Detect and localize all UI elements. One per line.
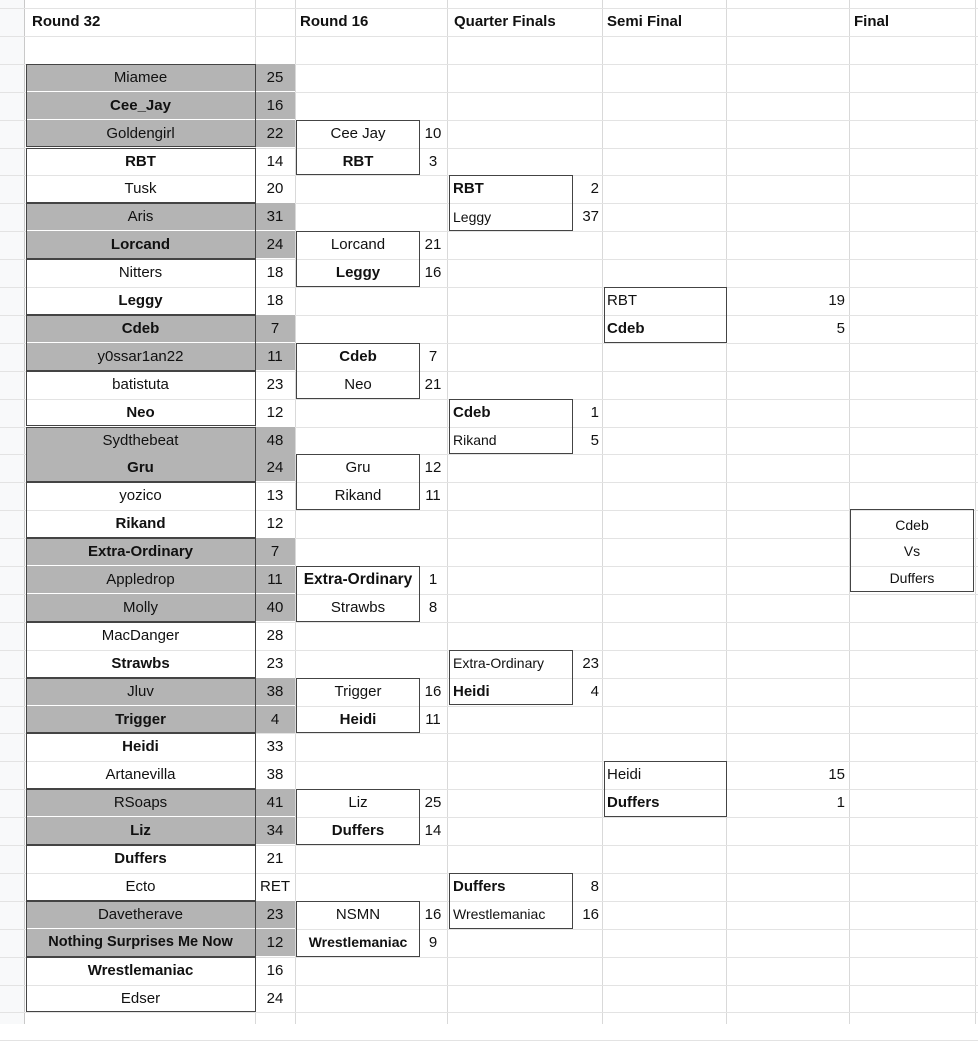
round32-match-box xyxy=(26,622,256,678)
round16-player-name: Duffers xyxy=(331,822,385,840)
round32-player-name: MacDanger xyxy=(101,626,180,644)
round32-player-score: 7 xyxy=(255,315,295,342)
quarter-final-player-name: RBT xyxy=(453,180,484,198)
round32-player-name: Ecto xyxy=(125,877,156,895)
round16-player-name: Trigger xyxy=(334,682,382,700)
round32-player-name: Artanevilla xyxy=(105,766,176,784)
round32-player-name: Aris xyxy=(26,203,255,230)
round16-player-name: Extra-Ordinary xyxy=(303,570,413,588)
round32-player-score: 24 xyxy=(255,231,295,258)
round32-player-name: Nitters xyxy=(118,264,163,282)
round32-match-box xyxy=(26,678,256,734)
round32-match-box xyxy=(26,148,256,204)
round16-player-score: 3 xyxy=(428,152,438,170)
round32-match-box xyxy=(26,315,256,371)
round32-player-name: Davetherave xyxy=(26,901,255,928)
row-header-strip xyxy=(0,0,25,1024)
round32-player-score: 28 xyxy=(266,626,284,644)
quarter-final-player-score: 1 xyxy=(590,403,599,421)
round32-player-score: 25 xyxy=(255,64,295,91)
round16-player-name: Leggy xyxy=(335,264,381,282)
quarter-final-player-name: Extra-Ordinary xyxy=(453,655,545,672)
round16-player-name: Heidi xyxy=(339,710,377,728)
round32-player-name: Lorcand xyxy=(26,231,255,258)
round32-player-score: 33 xyxy=(266,738,284,756)
round32-match-box xyxy=(26,789,256,845)
round32-player-score: 11 xyxy=(255,343,295,370)
round32-player-score: 22 xyxy=(255,120,295,147)
round32-player-score: 48 xyxy=(255,427,295,454)
round32-player-name: batistuta xyxy=(112,375,169,393)
grid-row-line xyxy=(0,36,978,37)
round32-match-box xyxy=(26,845,256,901)
round32-player-score: 7 xyxy=(255,538,295,565)
quarter-final-player-score: 23 xyxy=(582,654,599,672)
round32-player-name: Rikand xyxy=(115,515,166,533)
round32-player-name: Miamee xyxy=(26,64,255,91)
round32-player-score: 18 xyxy=(266,292,284,309)
round16-player-score: 10 xyxy=(424,124,442,142)
round16-player-score: 1 xyxy=(428,571,438,588)
round32-player-score: 12 xyxy=(266,403,284,421)
round16-player-score: 21 xyxy=(424,236,442,254)
quarter-final-player-name: Duffers xyxy=(453,877,506,895)
round16-player-score: 7 xyxy=(428,347,438,365)
round32-match-box xyxy=(26,64,256,148)
grid-column-line xyxy=(447,0,448,1024)
round32-player-name: Cee_Jay xyxy=(26,92,255,119)
semi-final-player-name: Duffers xyxy=(607,794,660,812)
round32-match-box xyxy=(26,538,256,622)
quarter-final-player-score: 2 xyxy=(590,180,599,198)
round32-match-box xyxy=(26,427,256,483)
round32-player-score: 38 xyxy=(255,678,295,705)
round16-player-name: Wrestlemaniac xyxy=(308,934,408,951)
round32-player-name: Neo xyxy=(126,403,155,421)
round32-player-name: RBT xyxy=(125,152,156,170)
quarter-final-player-score: 37 xyxy=(582,208,599,226)
round32-player-score: 24 xyxy=(255,454,295,481)
round32-player-score: 18 xyxy=(266,264,284,282)
round32-match-box xyxy=(26,957,256,1013)
round32-player-name: Edser xyxy=(120,989,161,1007)
grid-column-line xyxy=(975,0,976,1024)
grid-column-line xyxy=(602,0,603,1024)
semi-final-player-score: 5 xyxy=(836,319,845,337)
quarter-final-player-name: Rikand xyxy=(453,432,497,448)
round32-player-score: 40 xyxy=(255,594,295,621)
round32-player-name: Heidi xyxy=(122,738,159,756)
round16-player-score: 21 xyxy=(424,375,442,393)
round32-player-score: 23 xyxy=(266,375,284,393)
round16-player-name: Strawbs xyxy=(330,598,386,616)
round32-player-name: Sydthebeat xyxy=(26,427,255,454)
header-final: Final xyxy=(854,13,890,30)
round32-player-score: RET xyxy=(260,877,290,895)
round16-player-name: NSMN xyxy=(335,905,381,923)
quarter-final-player-name: Leggy xyxy=(453,208,492,225)
round16-player-score: 25 xyxy=(424,794,442,812)
round32-player-name: Nothing Surprises Me Now xyxy=(26,929,255,956)
header-round-32: Round 32 xyxy=(32,13,101,30)
round32-player-score: 16 xyxy=(266,961,284,979)
quarter-final-player-score: 4 xyxy=(590,682,599,700)
round16-player-score: 12 xyxy=(424,459,442,477)
round32-player-name: Liz xyxy=(26,817,255,844)
round16-player-score: 16 xyxy=(424,682,442,700)
round32-player-name: Trigger xyxy=(26,706,255,733)
round32-player-score: 34 xyxy=(255,817,295,844)
round32-player-score: 23 xyxy=(255,901,295,928)
round32-player-score: 16 xyxy=(255,92,295,119)
quarter-final-player-score: 8 xyxy=(590,877,599,895)
round32-player-name: Extra-Ordinary xyxy=(26,538,255,565)
round32-player-name: Molly xyxy=(26,594,255,621)
round16-player-score: 11 xyxy=(425,710,441,728)
round32-player-score: 38 xyxy=(266,766,284,784)
round32-player-score: 4 xyxy=(255,706,295,733)
round32-player-score: 13 xyxy=(266,487,284,505)
round16-player-name: Gru xyxy=(345,459,371,477)
round32-player-name: Gru xyxy=(26,454,255,481)
round16-player-name: Cee Jay xyxy=(330,124,386,142)
round32-match-box xyxy=(26,733,256,789)
round32-match-box xyxy=(26,901,256,957)
round32-player-name: Jluv xyxy=(26,678,255,705)
round32-player-score: 23 xyxy=(266,654,284,672)
quarter-final-player-score: 5 xyxy=(590,431,599,449)
semi-final-player-name: Cdeb xyxy=(607,319,645,337)
round32-player-score: 41 xyxy=(255,789,295,816)
round32-player-name: Goldengirl xyxy=(26,120,255,147)
round32-player-score: 31 xyxy=(255,203,295,230)
semi-final-player-score: 15 xyxy=(828,766,845,784)
round16-player-score: 16 xyxy=(424,905,442,923)
round32-player-name: RSoaps xyxy=(26,789,255,816)
round32-player-name: Duffers xyxy=(114,850,167,867)
header-round-16: Round 16 xyxy=(300,13,369,30)
round32-player-score: 24 xyxy=(266,989,284,1007)
round16-player-name: Cdeb xyxy=(339,347,377,365)
quarter-final-player-name: Heidi xyxy=(453,682,490,700)
semi-final-player-name: Heidi xyxy=(607,766,642,784)
round16-player-name: Liz xyxy=(348,794,368,812)
semi-final-player-score: 19 xyxy=(828,292,845,309)
round32-player-score: 14 xyxy=(266,152,284,170)
round16-player-name: RBT xyxy=(342,152,374,170)
final-vs-label: Vs xyxy=(903,542,921,559)
semi-final-player-score: 1 xyxy=(836,794,845,812)
round32-match-box xyxy=(26,482,256,538)
round32-player-name: Appledrop xyxy=(26,566,255,593)
grid-column-line xyxy=(726,0,727,1024)
round32-player-score: 11 xyxy=(255,566,295,593)
quarter-final-player-name: Wrestlemaniac xyxy=(453,906,546,923)
round32-player-name: Tusk xyxy=(124,180,157,198)
round32-player-score: 12 xyxy=(255,929,295,956)
round32-player-name: y0ssar1an22 xyxy=(26,343,255,370)
round32-match-box xyxy=(26,259,256,315)
round32-player-score: 20 xyxy=(266,180,284,198)
round16-player-score: 8 xyxy=(428,598,438,616)
quarter-final-player-name: Cdeb xyxy=(453,403,491,421)
round32-player-name: Wrestlemaniac xyxy=(87,961,194,979)
round32-player-name: yozico xyxy=(119,487,162,505)
round32-player-name: Leggy xyxy=(118,292,163,309)
final-team-1: Cdeb xyxy=(895,516,929,533)
round32-match-box xyxy=(26,371,256,427)
round16-player-score: 16 xyxy=(424,264,442,282)
semi-final-player-name: RBT xyxy=(607,292,637,309)
round32-player-name: Strawbs xyxy=(111,654,170,672)
round16-player-name: Lorcand xyxy=(330,236,386,254)
quarter-final-player-score: 16 xyxy=(582,905,599,923)
round32-match-box xyxy=(26,203,256,259)
round16-player-score: 11 xyxy=(425,487,441,505)
final-match-box xyxy=(850,509,974,592)
round32-player-name: Cdeb xyxy=(26,315,255,342)
header-semi-final: Semi Final xyxy=(607,13,683,30)
round16-player-score: 14 xyxy=(424,822,442,840)
header-quarter-finals: Quarter Finals xyxy=(454,13,556,30)
round32-player-score: 12 xyxy=(266,515,284,533)
round32-player-score: 21 xyxy=(266,850,284,867)
round16-player-name: Rikand xyxy=(334,487,382,505)
round16-player-score: 9 xyxy=(428,933,438,951)
final-team-2: Duffers xyxy=(889,569,935,586)
round16-player-name: Neo xyxy=(344,375,372,393)
